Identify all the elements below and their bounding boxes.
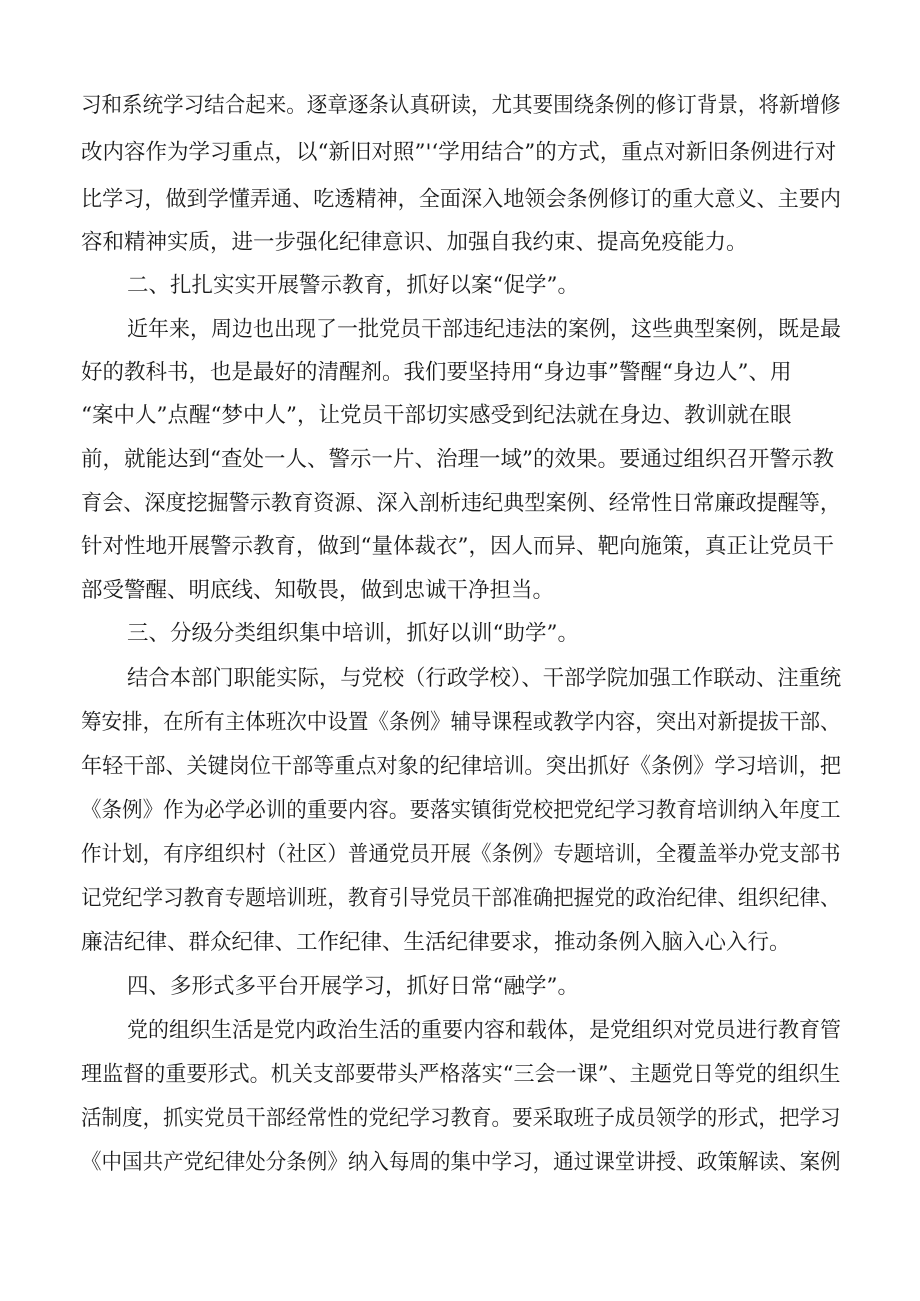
paragraph-line: 党的组织生活是党内政治生活的重要内容和载体，是党组织对党员进行教育管 xyxy=(127,1018,842,1043)
paragraph-line: 《条例》作为必学必训的重要内容。要落实镇街党校把党纪学习教育培训纳入年度工 xyxy=(81,798,841,823)
paragraph-line: 《中国共产党纪律处分条例》纳入每周的集中学习，通过课堂讲授、政策解读、案例 xyxy=(81,1150,841,1175)
paragraph-line: 前，就能达到“查处一人、警示一片、治理一域”的效果。要通过组织召开警示教 xyxy=(81,447,834,472)
paragraph-line: 部受警醒、明底线、知敬畏，做到忠诚干净担当。 xyxy=(81,578,555,603)
paragraph-line: 育会、深度挖掘警示教育资源、深入剖析违纪典型案例、经常性日常廉政提醒等， xyxy=(81,491,842,516)
paragraph-line: 针对性地开展警示教育，做到“量体裁衣”，因人而异、靶向施策，真正让党员干 xyxy=(81,534,834,559)
paragraph-line: 理监督的重要形式。机关支部要带头严格落实“三会一课”、主题党日等党的组织生 xyxy=(81,1062,841,1087)
paragraph-line: 结合本部门职能实际，与党校（行政学校）、干部学院加强工作联动、注重统 xyxy=(127,666,842,691)
paragraph-line: 作计划，有序组织村（社区）普通党员开展《条例》专题培训，全覆盖举办党支部书 xyxy=(81,842,841,867)
paragraph-line: 容和精神实质，进一步强化纪律意识、加强自我约束、提高免疫能力。 xyxy=(81,230,748,255)
paragraph-line: 廉洁纪律、群众纪律、工作纪律、生活纪律要求，推动条例入脑入心入行。 xyxy=(81,930,791,955)
paragraph-line: 习和系统学习结合起来。逐章逐条认真研读，尤其要围绕条例的修订背景，将新增修 xyxy=(81,93,841,118)
paragraph-line: 比学习，做到学懂弄通、吃透精神，全面深入地领会条例修订的重大意义、主要内 xyxy=(81,187,842,212)
paragraph-line: 筹安排，在所有主体班次中设置《条例》辅导课程或教学内容，突出对新提拔干部、 xyxy=(81,710,841,735)
paragraph-line: 改内容作为学习重点，以“新旧对照”'‘学用结合”的方式，重点对新旧条例进行对 xyxy=(81,140,837,165)
paragraph-line: 年轻干部、关键岗位干部等重点对象的纪律培训。突出抓好《条例》学习培训，把 xyxy=(81,754,842,779)
paragraph-line: 活制度，抓实党员干部经常性的党纪学习教育。要采取班子成员领学的形式，把学习 xyxy=(81,1106,841,1131)
section-heading: 二、扎扎实实开展警示教育，抓好以案“促学”。 xyxy=(127,273,579,298)
paragraph-line: 近年来，周边也出现了一批党员干部违纪违法的案例，这些典型案例，既是最 xyxy=(127,317,842,342)
section-heading: 四、多形式多平台开展学习，抓好日常“融学”。 xyxy=(127,974,579,999)
paragraph-line: 记党纪学习教育专题培训班，教育引导党员干部准确把握党的政治纪律、组织纪律、 xyxy=(81,886,841,911)
paragraph-line: 好的教科书，也是最好的清醒剂。我们要坚持用“身边事”警醒“身边人”、用 xyxy=(81,360,792,385)
section-heading: 三、分级分类组织集中培训，抓好以训“助学”。 xyxy=(127,621,579,646)
paragraph-line: “案中人”点醒“梦中人”，让党员干部切实感受到纪法就在身边、教训就在眼 xyxy=(81,403,792,428)
